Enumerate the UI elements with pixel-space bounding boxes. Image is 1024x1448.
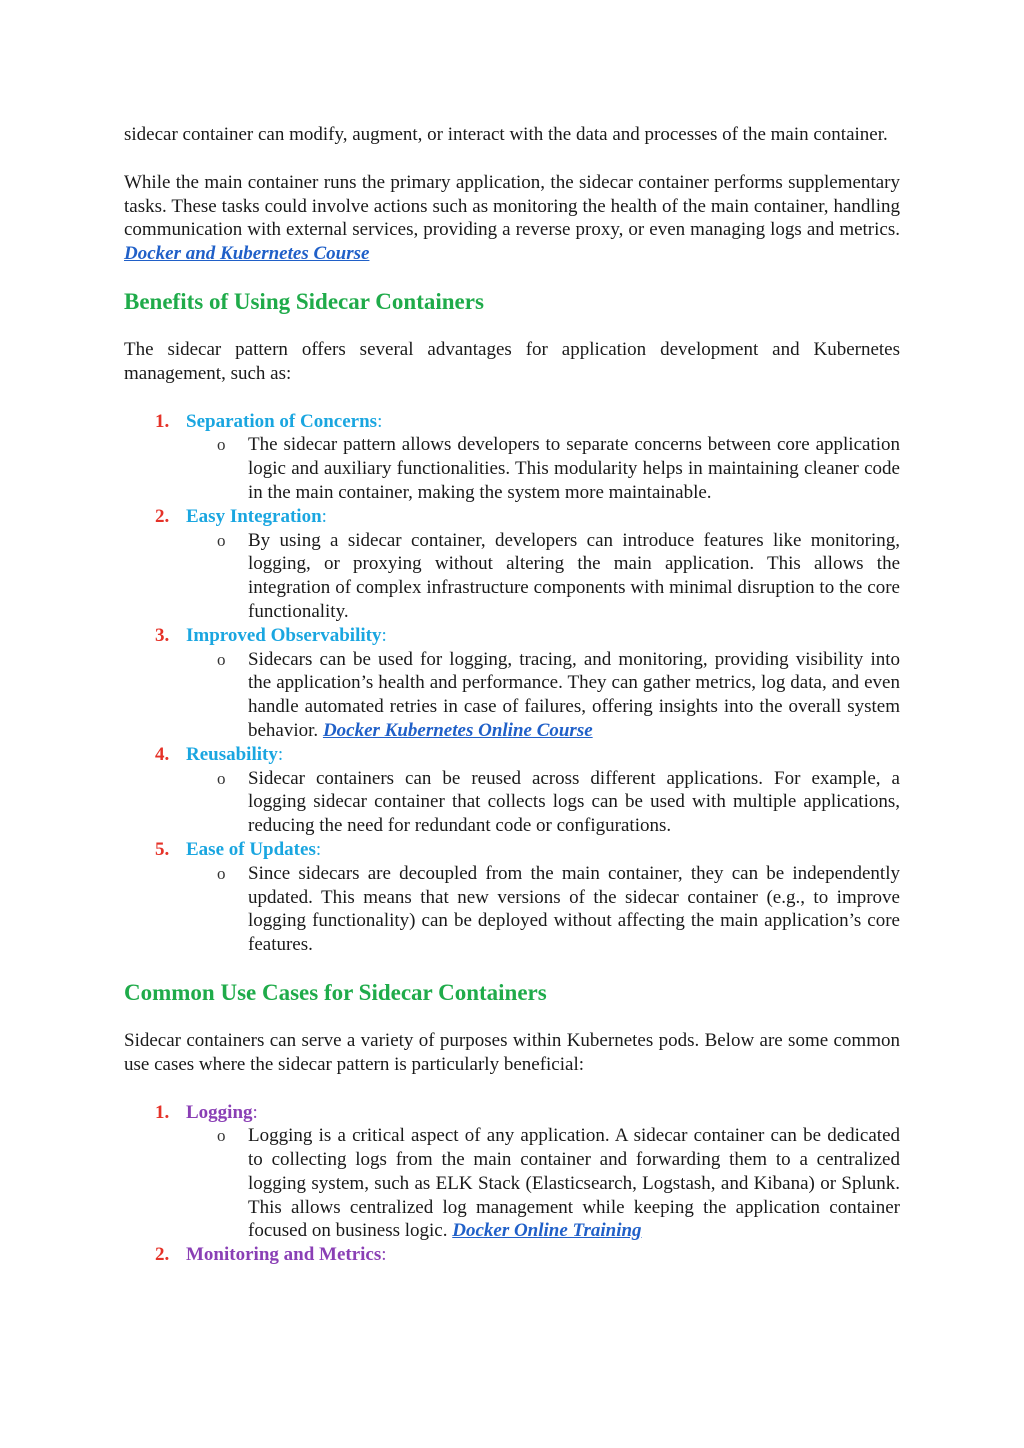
benefits-lead: The sidecar pattern offers several advantages for application development and Kubernetes management, such as: [124,338,900,384]
list-number: 4. [155,743,170,765]
intro-paragraph-1: sidecar container can modify, augment, or interact with the data and processes of the main container. [124,124,888,145]
docker-kubernetes-course-link[interactable]: Docker and Kubernetes Course [124,243,370,265]
list-number: 2. [155,505,170,527]
benefit-description: o Since sidecars are decoupled from the main container, they can be independently updated. This means that new versions of the sidecar container (e.g., to improve logging functionality) can be deployed without affecting the main application’s core features. [217,862,900,956]
usecase-description: o Logging is a critical aspect of any application. A sidecar container can be dedicated to collecting logs from the main container and forwarding them to a centralized logging system, such as ELK Stack (Elasticsearch, Logstash, and Kibana) or Splunk. This allows centralized log management while keeping the application container focused on business logic. Docker Online Training [217,1125,900,1242]
benefit-item: 3. Improved Observability: o Sidecars can be used for logging, tracing, and monitoring, providing visibility into the application’s health and performance. They can gather metrics, log data, and even handle automated retries in case of failures, offering insights into the overall system behavior. Docker Kubernetes Online Course [124,624,900,743]
list-number: 1. [155,1101,170,1123]
circle-bullet-icon: o [217,530,226,550]
benefits-heading: Benefits of Using Sidecar Containers [124,288,484,314]
docker-kubernetes-online-course-link[interactable]: Docker Kubernetes Online Course [322,719,593,741]
benefit-title: Separation of Concerns [186,410,378,432]
benefit-title: Easy Integration [186,505,322,527]
benefit-title: Improved Observability [186,624,382,646]
list-number: 2. [155,1244,170,1266]
benefit-item: 5. Ease of Updates: o Since sidecars are decoupled from the main container, they can be independently updated. This means that new versions of the sidecar container (e.g., to improve logging functionality) can be deployed without affecting the main application’s core features. [124,838,900,957]
benefit-title: Reusability [186,743,278,765]
usecase-item: 2. Monitoring and Metrics: [155,1244,387,1266]
usecase-title: Logging [186,1101,253,1123]
benefit-item: 2. Easy Integration: o By using a sidecar container, developers can introduce features like monitoring, logging, or proxying without altering the main application. This allows the integration of complex infrastructure components with minimal disruption to the core functionality. [124,505,900,624]
benefit-description: o By using a sidecar container, developers can introduce features like monitoring, logging, or proxying without altering the main application. This allows the integration of complex infrastructure components with minimal disruption to the core functionality. [217,529,900,622]
list-number: 1. [155,410,170,432]
circle-bullet-icon: o [217,649,226,669]
circle-bullet-icon: o [217,435,226,455]
benefit-description: o Sidecar containers can be reused across different applications. For example, a logging sidecar container that collects logs can be used with multiple applications, reducing the need for redundant code or configurations. [217,767,900,837]
circle-bullet-icon: o [217,1126,226,1146]
circle-bullet-icon: o [217,768,226,788]
list-number: 3. [155,624,170,646]
usecases-heading: Common Use Cases for Sidecar Containers [124,979,547,1005]
benefit-description: o Sidecars can be used for logging, tracing, and monitoring, providing visibility into the application’s health and performance. They can gather metrics, log data, and even handle automated retries in case of failures, offering insights into the overall system behavior. Docker Kubernetes Online Course [217,648,900,741]
list-number: 5. [155,838,170,860]
usecase-title: Monitoring and Metrics [186,1244,382,1266]
docker-online-training-link[interactable]: Docker Online Training [452,1220,642,1242]
benefit-item: 4. Reusability: o Sidecar containers can be reused across different applications. For example, a logging sidecar container that collects logs can be used with multiple applications, reducing the need for redundant code or configurations. [124,743,900,838]
intro-paragraph-2: While the main container runs the primary application, the sidecar container performs supplementary tasks. These tasks could involve actions such as monitoring the health of the main container, handling communication with external services, providing a reverse proxy, or even managing logs and metrics. Docker and Kubernetes Course [124,171,900,265]
benefit-title: Ease of Updates [186,838,316,860]
usecases-lead: Sidecar containers can serve a variety of purposes within Kubernetes pods. Below are some common use cases where the sidecar pattern is particularly beneficial: [124,1029,900,1075]
usecase-item: 1. Logging: o Logging is a critical aspect of any application. A sidecar container can be dedicated to collecting logs from the main container and forwarding them to a centralized logging system, such as ELK Stack (Elasticsearch, Logstash, and Kibana) or Splunk. This allows centralized log management while keeping the application container focused on business logic. Docker Online Training [124,1101,900,1244]
benefit-description: o The sidecar pattern allows developers to separate concerns between core application logic and auxiliary functionalities. This modularity helps in maintaining cleaner code in the main container, making the system more maintainable. [217,434,900,503]
document-page [124,123,900,1267]
benefit-item: 1. Separation of Concerns: o The sidecar pattern allows developers to separate concerns between core application logic and auxiliary functionalities. This modularity helps in maintaining cleaner code in the main container, making the system more maintainable. [124,410,900,505]
circle-bullet-icon: o [217,863,226,883]
